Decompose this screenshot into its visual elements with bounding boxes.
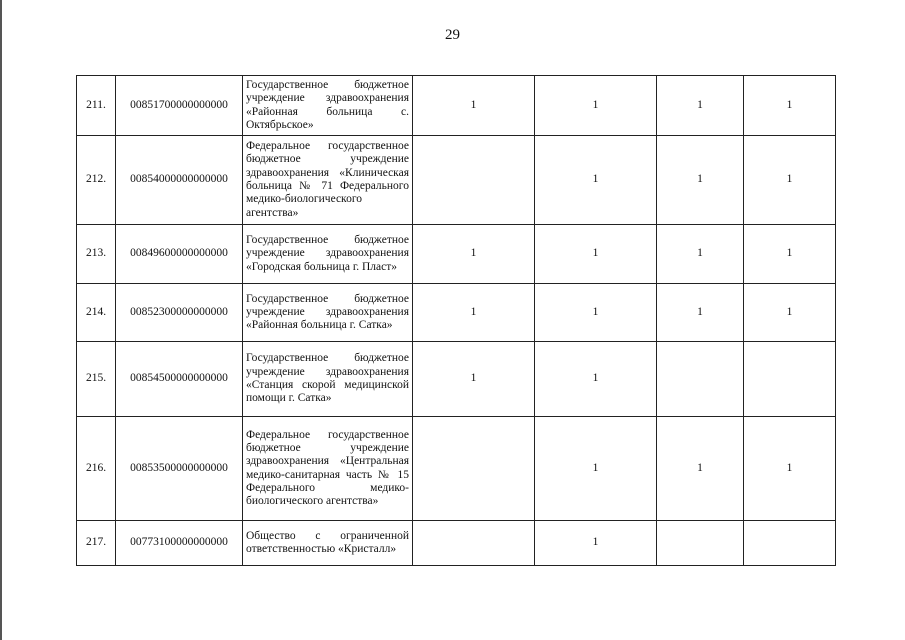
value-cell	[413, 136, 535, 225]
registry-code: 00854000000000000	[116, 136, 243, 225]
value-cell: 1	[744, 284, 836, 342]
value-cell	[744, 521, 836, 566]
organization-name: Государственное бюджетное учреждение здравоохранения «Районная больница г. Сатка»	[243, 284, 413, 342]
value-cell: 1	[657, 417, 744, 521]
page-number: 29	[445, 27, 460, 43]
registry-code: 00849600000000000	[116, 225, 243, 284]
row-number: 214.	[77, 284, 116, 342]
value-cell	[413, 417, 535, 521]
value-cell: 1	[535, 342, 657, 417]
value-cell: 1	[413, 76, 535, 136]
organization-name: Федеральное государственное бюджетное учреждение здравоохранения «Клиническая больница № 71 Федерального медико-биологического агентства»	[243, 136, 413, 225]
value-cell	[413, 521, 535, 566]
registry-table	[76, 75, 836, 566]
registry-code: 00851700000000000	[116, 76, 243, 136]
value-cell	[744, 342, 836, 417]
value-cell: 1	[413, 225, 535, 284]
value-cell: 1	[744, 225, 836, 284]
table-row	[77, 225, 836, 284]
organization-name: Общество с ограниченной ответственностью «Кристалл»	[243, 521, 413, 566]
value-cell	[657, 342, 744, 417]
row-number: 217.	[77, 521, 116, 566]
row-number: 211.	[77, 76, 116, 136]
value-cell: 1	[535, 225, 657, 284]
organization-name: Государственное бюджетное учреждение здравоохранения «Городская больница г. Пласт»	[243, 225, 413, 284]
value-cell	[657, 521, 744, 566]
value-cell: 1	[413, 342, 535, 417]
value-cell: 1	[535, 521, 657, 566]
page-left-edge	[0, 0, 2, 640]
value-cell: 1	[535, 284, 657, 342]
organization-name: Федеральное государственное бюджетное учреждение здравоохранения «Центральная медико-санитарная часть № 15 Федерального медико-биологического агентства»	[243, 417, 413, 521]
registry-code: 00854500000000000	[116, 342, 243, 417]
value-cell: 1	[535, 76, 657, 136]
row-number: 216.	[77, 417, 116, 521]
registry-code: 00852300000000000	[116, 284, 243, 342]
table-row	[77, 521, 836, 566]
value-cell: 1	[657, 284, 744, 342]
row-number: 212.	[77, 136, 116, 225]
value-cell: 1	[744, 76, 836, 136]
table-row	[77, 136, 836, 225]
value-cell: 1	[535, 417, 657, 521]
value-cell: 1	[744, 417, 836, 521]
organization-name: Государственное бюджетное учреждение здравоохранения «Станция скорой медицинской помощи г. Сатка»	[243, 342, 413, 417]
value-cell: 1	[535, 136, 657, 225]
table-row	[77, 76, 836, 136]
value-cell: 1	[657, 225, 744, 284]
organization-name: Государственное бюджетное учреждение здравоохранения «Районная больница с. Октябрьское»	[243, 76, 413, 136]
registry-code: 00853500000000000	[116, 417, 243, 521]
value-cell: 1	[657, 76, 744, 136]
value-cell: 1	[413, 284, 535, 342]
value-cell: 1	[657, 136, 744, 225]
table-row	[77, 284, 836, 342]
row-number: 215.	[77, 342, 116, 417]
registry-code: 00773100000000000	[116, 521, 243, 566]
table-row	[77, 417, 836, 521]
row-number: 213.	[77, 225, 116, 284]
table-row	[77, 342, 836, 417]
value-cell: 1	[744, 136, 836, 225]
